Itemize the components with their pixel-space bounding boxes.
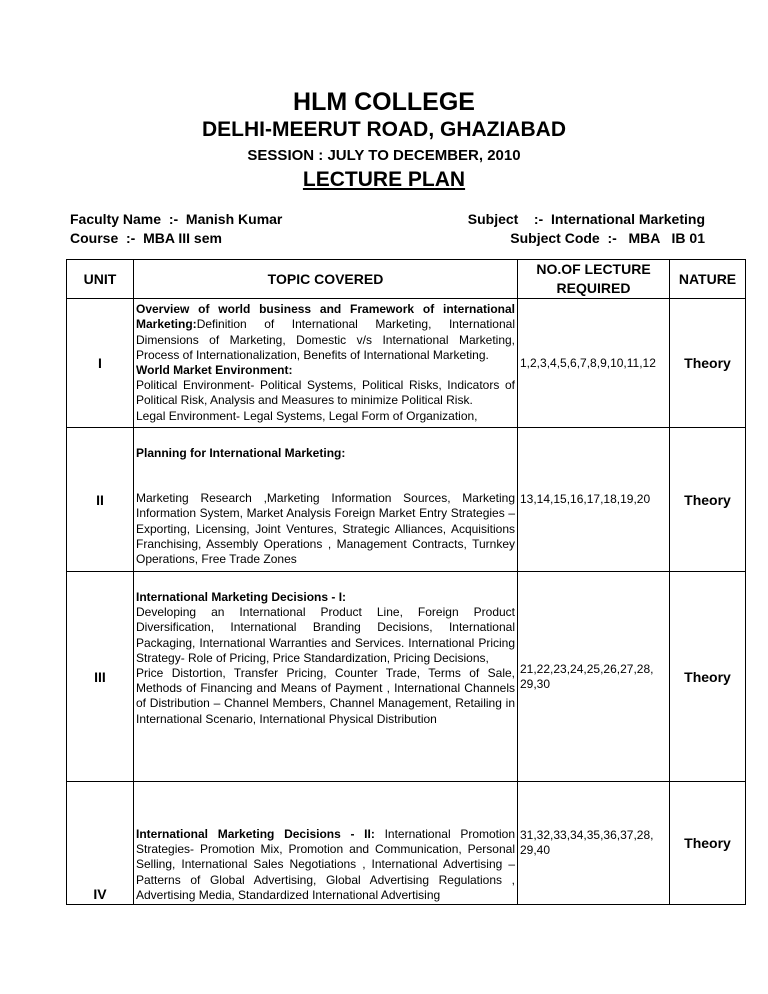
subject-name: Subject :- International Marketing [467, 211, 705, 227]
lectures-cell: 1,2,3,4,5,6,7,8,9,10,11,12 [518, 299, 670, 428]
table-header-row [67, 260, 746, 299]
topic-heading: World Market Environment: [136, 363, 293, 377]
session-line: SESSION : JULY TO DECEMBER, 2010 [247, 147, 521, 164]
header-nature: NATURE [670, 260, 746, 299]
table-row [67, 572, 746, 782]
nature-cell: Theory [670, 299, 746, 428]
topic-text: Legal Environment- Legal Systems, Legal Form of Organization, [136, 408, 478, 423]
table-row [67, 428, 746, 572]
unit-cell: III [67, 572, 134, 782]
unit-cell: II [67, 428, 134, 572]
course-name: Course :- MBA III sem [70, 230, 222, 246]
topic-cell [134, 782, 518, 905]
subject-code: Subject Code :- MBA IB 01 [510, 230, 705, 246]
topic-text: International Promotion Strategies- Promotion Mix, Promotion and Communication, Personal Selling, International Sales Negotiations , International Advertising – Patterns of Global Advertising, Global Advertising Regulations , Advertising Media, Standardized International Advertising [136, 826, 516, 902]
topic-text: Definition of International Marketing, International Dimensions of Marketing, Domestic v/s International Marketing, Process of Internationalization, Benefits of International Marketing. [136, 317, 515, 362]
college-address: DELHI-MEERUT ROAD, GHAZIABAD [202, 118, 566, 141]
topic-text: Price Distortion, Transfer Pricing, Counter Trade, Terms of Sale, Methods of Financing and Means of Payment , International Channels of Distribution – Channel Members, Channel Management, Retailing in International Scenario, International Physical Distribution [136, 666, 515, 726]
topic-text: Developing an International Product Line, Foreign Product Diversification, International Branding Decisions, International Packaging, International Warranties and Services. International Pricing Strategy- Role of Pricing, Price Standardization, Pricing Decisions, [136, 605, 515, 665]
topic-heading: Planning for International Marketing: [136, 446, 346, 460]
topic-text: Political Environment- Political Systems, Political Risks, Indicators of Political Risk, Analysis and Measures to minimize Political Risk. [136, 378, 515, 408]
topic-heading: Overview of world business and Framework of international Marketing: [136, 302, 515, 332]
nature-cell: Theory [670, 782, 746, 905]
nature-cell: Theory [670, 572, 746, 782]
lectures-cell: 31,32,33,34,35,36,37,28, 29,40 [518, 782, 670, 905]
topic-cell [134, 299, 518, 428]
header-lectures-line1: NO.OF LECTURE [536, 261, 651, 277]
topic-text: Marketing Research ,Marketing Information Sources, Marketing Information System, Market Analysis Foreign Market Entry Strategies – Exporting, Licensing, Joint Ventures, Strategic Alliances, Acquisitions Franchising, Assembly Operations , Management Contracts, Turnkey Operations, Free Trade Zones [136, 491, 515, 567]
faculty-name: Faculty Name :- Manish Kumar [70, 211, 283, 227]
header-lectures [518, 260, 670, 299]
table-row [67, 299, 746, 428]
lectures-cell: 13,14,15,16,17,18,19,20 [518, 428, 670, 572]
unit-cell: I [67, 299, 134, 428]
header-lectures-line2: REQUIRED [556, 280, 631, 296]
header-unit: UNIT [67, 260, 134, 299]
topic-heading: International Marketing Decisions - I: [136, 590, 347, 604]
lectures-cell: 21,22,23,24,25,26,27,28, 29,30 [518, 572, 670, 782]
unit-cell: IV [67, 782, 134, 905]
header-topic: TOPIC COVERED [134, 260, 518, 299]
page-title: LECTURE PLAN [302, 168, 466, 191]
college-name: HLM COLLEGE [293, 88, 475, 116]
topic-heading: International Marketing Decisions - II: [136, 826, 375, 841]
table-row [67, 782, 746, 905]
lecture-plan-table [66, 259, 746, 905]
topic-cell [134, 572, 518, 782]
nature-cell: Theory [670, 428, 746, 572]
topic-cell [134, 428, 518, 572]
